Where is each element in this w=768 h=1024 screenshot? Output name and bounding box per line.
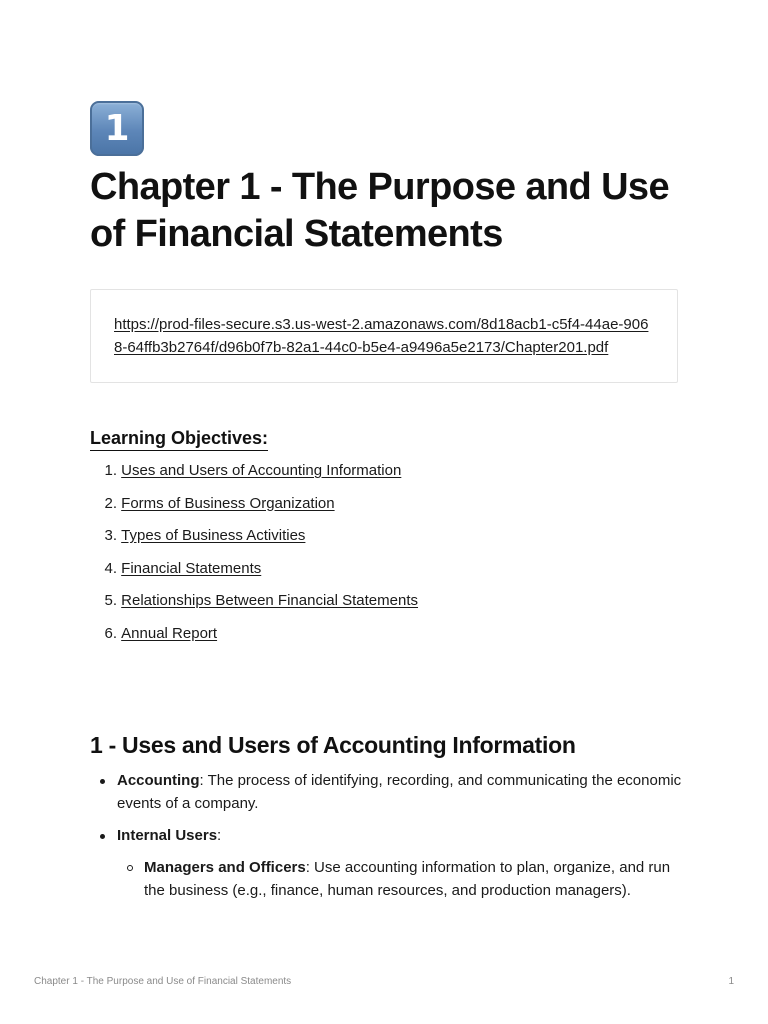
learning-objectives-list: [90, 459, 418, 654]
bullet-separator: :: [217, 827, 222, 844]
sub-bullet-list: [117, 856, 690, 902]
keycap-digit: 1: [104, 107, 130, 149]
objective-item: [90, 589, 418, 622]
page-title: Chapter 1 - The Purpose and Use of Financial Statements: [90, 166, 669, 255]
keycap-one-icon: [90, 101, 144, 156]
footer-page-number: 1: [728, 976, 734, 987]
bullet-item: [90, 824, 690, 902]
objective-item: [90, 622, 418, 655]
bullet-text: The process of identifying, recording, and communicating the economic events of a company.: [117, 772, 682, 812]
objective-number: 1.: [104, 462, 117, 479]
footer-document-title: Chapter 1 - The Purpose and Use of Financial Statements: [34, 976, 292, 987]
bullet-item: [90, 769, 690, 815]
objective-item: [90, 524, 418, 557]
objective-link[interactable]: Uses and Users of Accounting Information: [121, 462, 402, 479]
objective-link[interactable]: Financial Statements: [121, 559, 262, 577]
bullet-term: Accounting: [117, 772, 200, 789]
objective-item: [90, 557, 418, 590]
objective-item: [90, 459, 418, 492]
objective-link[interactable]: Types of Business Activities: [121, 527, 306, 544]
objective-item: [90, 492, 418, 525]
objective-number: 2.: [104, 494, 117, 512]
objective-number: 5.: [104, 592, 117, 609]
objective-number: 3.: [104, 527, 117, 544]
objective-link[interactable]: Forms of Business Organization: [121, 494, 335, 512]
sub-bullet-term: Managers and Officers: [144, 859, 306, 876]
learning-objectives-heading: Learning Objectives:: [90, 426, 268, 451]
bullet-separator: :: [199, 772, 204, 789]
file-link-block: [90, 289, 678, 383]
section-bullet-list: [90, 769, 690, 911]
sub-bullet-item: [117, 856, 690, 902]
objective-number: 6.: [104, 624, 117, 642]
sub-bullet-separator: :: [305, 859, 310, 876]
sub-bullet-text: Use accounting information to plan, organize, and run the business (e.g., finance, human resources, and production managers).: [144, 859, 671, 899]
section-heading: 1 - Uses and Users of Accounting Information: [90, 732, 576, 758]
objective-link[interactable]: Annual Report: [121, 624, 218, 642]
objective-number: 4.: [104, 559, 117, 577]
file-link[interactable]: https://prod-files-secure.s3.us-west-2.amazonaws.com/8d18acb1-c5f4-44ae-9068-64ffb3b2764f/d96b0f7b-82a1-44c0-b5e4-a9496a5e2173/Chapter201.pdf: [114, 316, 649, 356]
objective-link[interactable]: Relationships Between Financial Statements: [121, 592, 419, 609]
bullet-term: Internal Users: [117, 827, 218, 844]
